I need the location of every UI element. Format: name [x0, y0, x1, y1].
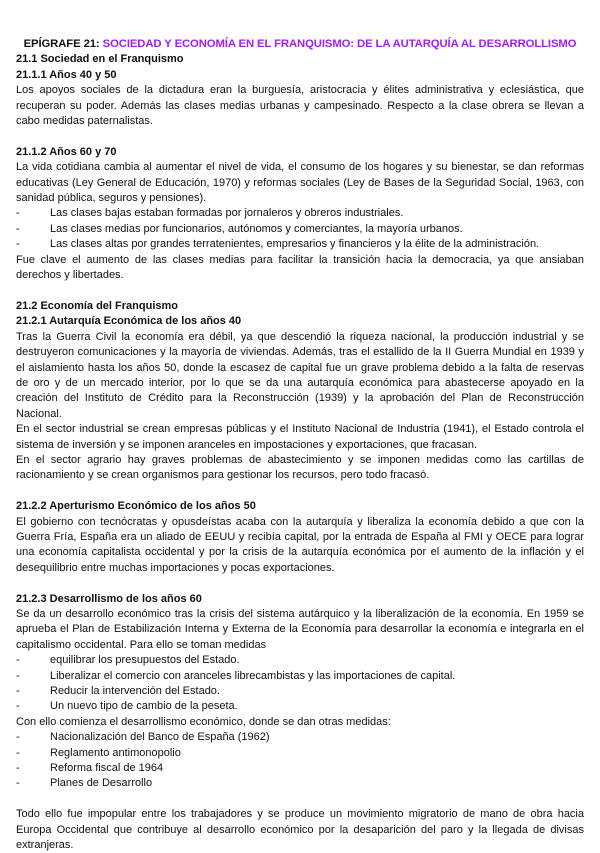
list-item	[16, 699, 584, 714]
subsection-heading: 21.2.1 Autarquía Económica de los años 40	[16, 315, 242, 328]
list-item	[16, 730, 584, 745]
dash: -	[16, 669, 20, 682]
item-text: Reforma fiscal de 1964	[50, 762, 164, 775]
subsection-heading: 21.2.2 Aperturismo Económico de los años 50	[16, 500, 256, 513]
list-item	[16, 222, 584, 237]
item-text: Nacionalización del Banco de España (1962)	[50, 731, 270, 744]
bullet-list	[16, 653, 584, 715]
bullet-list	[16, 206, 584, 252]
list-item	[16, 653, 584, 668]
item-text: Las clases medias por funcionarios, autónomos y comerciantes, la mayoría urbanos.	[50, 222, 463, 235]
paragraph: Se da un desarrollo económico tras la crisis del sistema autárquico y la liberalización de la economía. En 1959 se aprueba el Plan de Estabilización Interna y Externa de la Economía para desarrollar la economía e integrarla en el capitalismo occidental. Para ello se toman medidas	[16, 607, 584, 651]
list-item	[16, 206, 584, 221]
list-item	[16, 237, 584, 252]
section-heading: 21.2 Economía del Franquismo	[16, 299, 178, 312]
paragraph: En el sector agrario hay graves problemas de abastecimiento y se imponen medidas como las cartillas de racionamiento y se crean organismos para gestionar los recursos, pero todo fracasó.	[16, 453, 584, 482]
section-heading: 21.1 Sociedad en el Franquismo	[16, 53, 184, 66]
list-item	[16, 776, 584, 791]
dash: -	[16, 700, 20, 713]
dash: -	[16, 731, 20, 744]
dash: -	[16, 222, 20, 235]
item-text: Un nuevo tipo de cambio de la peseta.	[50, 700, 238, 713]
paragraph: El gobierno con tecnócratas y opusdeístas acaba con la autarquía y liberaliza la economía debido a que con la Guerra Fría, España era un aliado de EEUU y recibía capital, por la entrada de España al FMI y OECE para lograr una economía capitalista occidental y por la crisis de la autarquía económica por el aumento de la inflación y el desequilibrio entre muchas importaciones y pocas exportaciones.	[16, 515, 584, 574]
item-text: Liberalizar el comercio con aranceles librecambistas y las importaciones de capital.	[50, 669, 456, 682]
dash: -	[16, 238, 20, 251]
title-text: SOCIEDAD Y ECONOMÍA EN EL FRANQUISMO: DE LA AUTARQUÍA AL DESARROLLISMO	[99, 38, 577, 50]
paragraph: Con ello comienza el desarrollismo económico, donde se dan otras medidas:	[16, 715, 391, 728]
dash: -	[16, 207, 20, 220]
item-text: Reglamento antimonopolio	[50, 746, 181, 759]
item-text: equilibrar los presupuestos del Estado.	[50, 654, 240, 667]
page-title	[16, 37, 584, 52]
dash: -	[16, 654, 20, 667]
paragraph: Fue clave el aumento de las clases medias para facilitar la transición hacia la democracia, ya que ansiaban derechos y libertades.	[16, 253, 584, 282]
item-text: Las clases bajas estaban formadas por jornaleros y obreros industriales.	[50, 207, 404, 220]
document-page	[16, 37, 584, 853]
list-item	[16, 669, 584, 684]
dash: -	[16, 685, 20, 697]
paragraph: En el sector industrial se crean empresas públicas y el Instituto Nacional de Industria (1941), el Estado controla el sistema de inversión y se imponen aranceles en impostaciones y exportaciones, que fracasan.	[16, 423, 584, 451]
paragraph: Tras la Guerra Civil la economía era débil, ya que descendió la riqueza nacional, la producción industrial y se destruyeron comunicaciones y la mayoría de viviendas. Además, tras el estallido de la II Guerra Mundial en 1939 y el aislamiento hasta los años 50, donde la escasez de capital fue un grave problema debido a la falta de reservas de oro y de un mercado interior, por lo que se da una autarquía económica para abastecerse apoyado en la creación del Instituto de Crédito para la Reconstrucción (1939) y la aprobación del Plan de Reconstrucción Nacional.	[16, 330, 584, 420]
item-text: Reducir la intervención del Estado.	[50, 685, 220, 697]
dash: -	[16, 777, 20, 790]
subsection-heading: 21.2.3 Desarrollismo de los años 60	[16, 592, 202, 605]
paragraph: Los apoyos sociales de la dictadura eran la burguesía, aristocracia y élites administrativa y eclesiástica, que recuperan su poder. Además las clases medias urbanas y campesinado. Respecto a la clase obrera se llevan a cabo medidas paternalistas.	[16, 84, 584, 128]
item-text: Planes de Desarrollo	[50, 777, 153, 790]
item-text: Las clases altas por grandes terratenientes, empresarios y financieros y la élite de la administración.	[50, 238, 540, 251]
dash: -	[16, 746, 20, 759]
dash: -	[16, 762, 20, 775]
title-prefix: EPÍGRAFE 21:	[23, 38, 100, 50]
subsection-heading: 21.1.2 Años 60 y 70	[16, 145, 117, 158]
list-item	[16, 746, 584, 761]
subsection-heading: 21.1.1 Años 40 y 50	[16, 68, 117, 81]
paragraph: Todo ello fue impopular entre los trabajadores y se produce un movimiento migratorio de mano de obra hacia Europa Occidental que contribuye al desarrollo económico por la desaparición del paro y la llegada de divisas extranjeras.	[16, 808, 584, 852]
list-item	[16, 684, 584, 699]
paragraph: La vida cotidiana cambia al aumentar el nivel de vida, el consumo de los hogares y su bienestar, se dan reformas educativas (Ley General de Educación, 1970) y reformas sociales (Ley de Bases de la Seguridad Social, 1963, con sanidad pública, seguros y pensiones).	[16, 161, 584, 205]
bullet-list	[16, 730, 584, 792]
list-item	[16, 761, 584, 776]
